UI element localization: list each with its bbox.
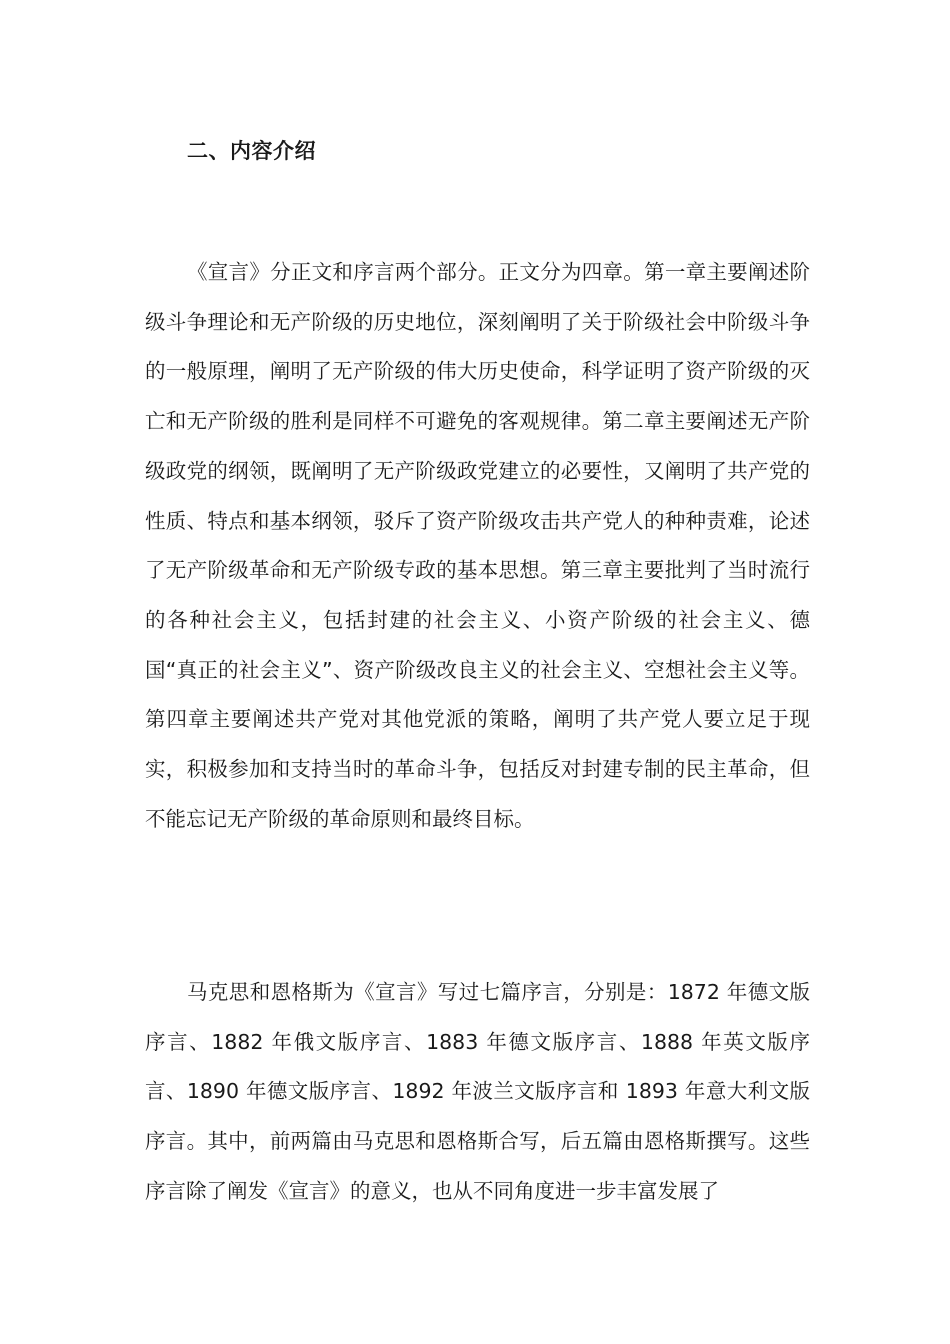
content-paragraph-2: 马克思和恩格斯为《宣言》写过七篇序言，分别是：1872 年德文版序言、1882 年俄文版序言、1883 年德文版序言、1888 年英文版序言、1890 年德文版序言、1892 年波兰文版序言和 1893 年意大利文版序言。其中，前两篇由马克思和恩格斯合写，后五篇由恩格斯撰写。这些序言除了阐发《宣言》的意义，也从不同角度进一步丰富发展了 xyxy=(145,980,810,1203)
content-paragraph-1: 《宣言》分正文和序言两个部分。正文分为四章。第一章主要阐述阶级斗争理论和无产阶级的历史地位，深刻阐明了关于阶级社会中阶级斗争的一般原理，阐明了无产阶级的伟大历史使命，科学证明了资产阶级的灭亡和无产阶级的胜利是同样不可避免的客观规律。第二章主要阐述无产阶级政党的纲领，既阐明了无产阶级政党建立的必要性，又阐明了共产党的性质、特点和基本纲领，驳斥了资产阶级攻击共产党人的种种责难，论述了无产阶级革命和无产阶级专政的基本思想。第三章主要批判了当时流行的各种社会主义，包括封建的社会主义、小资产阶级的社会主义、德国“真正的社会主义”、资产阶级改良主义的社会主义、空想社会主义等。第四章主要阐述共产党对其他党派的策略，阐明了共产党人要立足于现实，积极参加和支持当时的革命斗争，包括反对封建专制的民主革命，但不能忘记无产阶级的革命原则和最终目标。 xyxy=(145,260,810,831)
section-heading: 二、内容介绍 xyxy=(187,139,316,163)
